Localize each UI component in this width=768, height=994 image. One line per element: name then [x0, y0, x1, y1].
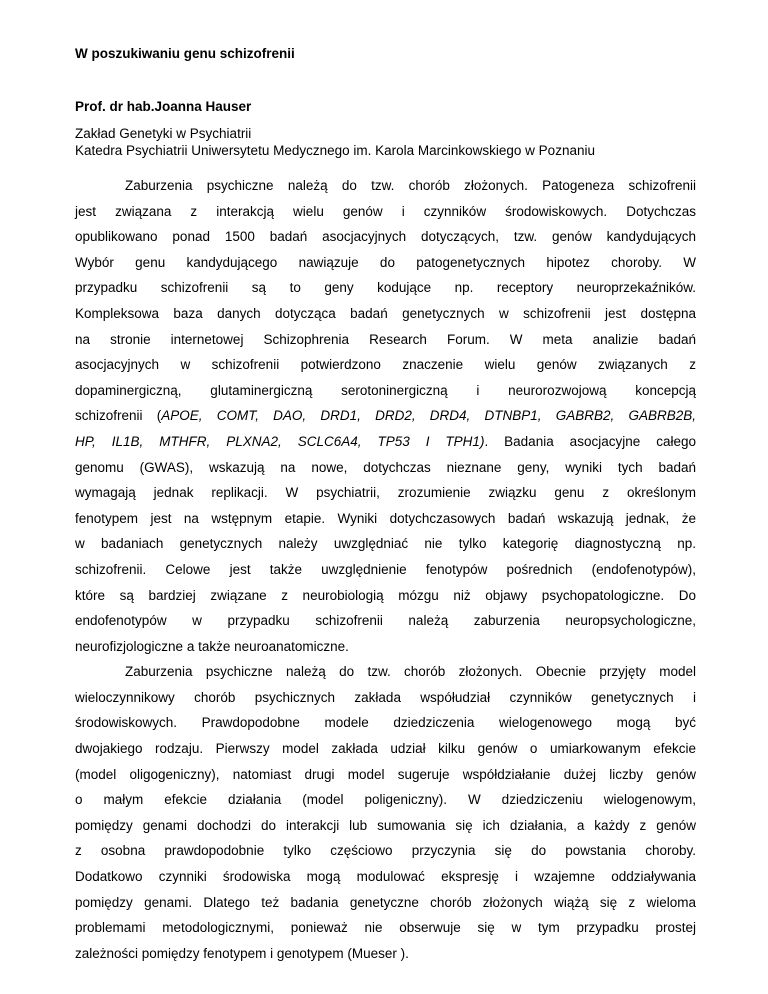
author-name: Prof. dr hab.Joanna Hauser [75, 99, 252, 114]
text-line: Zaburzenia psychiczne należą do tzw. chorób złożonych. Patogeneza schizofrenii [125, 178, 696, 193]
text-line: opublikowano ponad 1500 badań asocjacyjnych dotyczących, tzw. genów kandydujących [75, 229, 696, 245]
text-line: wieloczynnikowy chorób psychicznych zakłada współudział czynników genetycznych i [75, 689, 696, 705]
text-line: w badaniach genetycznych należy uwzględniać nie tylko kategorię diagnostyczną np. [75, 536, 696, 552]
text-line: środowiskowych. Prawdopodobne modele dziedziczenia wielogenowego mogą być [75, 715, 696, 731]
text-line: Dodatkowo czynniki środowiska mogą modulować ekspresję i wzajemne oddziaływania [75, 869, 696, 885]
text-line: o małym efekcie działania (model poligeniczny). W dziedziczeniu wielogenowym, [75, 792, 696, 808]
text-line: fenotypem jest na wstępnym etapie. Wyniki dotychczasowych badań wskazują jednak, że [75, 510, 696, 526]
text-line: genomu (GWAS), wskazują na nowe, dotychczas nieznane geny, wyniki tych badań [75, 459, 696, 475]
gene-list: APOE, COMT, DAO, DRD1, DRD2, DRD4, DTNBP1, GABRB2, GABRB2B, [161, 408, 696, 424]
text-line: Kompleksowa baza danych dotycząca badań genetycznych w schizofrenii jest dostępna [75, 305, 696, 321]
affiliation-department: Zakład Genetyki w Psychiatrii [75, 126, 252, 141]
text-line-genes [75, 429, 696, 455]
text-line-last: zależności pomiędzy fenotypem i genotypem (Mueser ). [75, 945, 409, 961]
affiliation-university: Katedra Psychiatrii Uniwersytetu Medycznego im. Karola Marcinkowskiego w Poznaniu [75, 143, 595, 158]
text-line: (model oligogeniczny), natomiast drugi model sugeruje współdziałanie dużej liczby genów [75, 766, 696, 782]
line-suffix: . Badania asocjacyjne całego [484, 433, 696, 449]
text-line: asocjacyjnych w schizofrenii potwierdzono znaczenie wielu genów związanych z [75, 357, 696, 373]
text-line: pomiędzy genami dochodzi do interakcji lub sumowania się ich działania, a każdy z genów [75, 817, 696, 833]
gene-list: HP, IL1B, MTHFR, PLXNA2, SCLC6A4, TP53 I TPH1) [75, 433, 485, 449]
text-line: na stronie internetowej Schizophrenia Research Forum. W meta analizie badań [75, 331, 696, 347]
paragraph-1 [75, 173, 696, 659]
text-line: Zaburzenia psychiczne należą do tzw. chorób złożonych. Obecnie przyjęty model [125, 664, 696, 680]
text-line: wymagają jednak replikacji. W psychiatrii, zrozumienie związku genu z określonym [75, 485, 696, 501]
text-line: z osobna prawdopodobnie tylko częściowo przyczynia się do powstania choroby. [75, 843, 696, 859]
text-line-last: neurofizjologiczne a także neuroanatomiczne. [75, 638, 349, 654]
text-line: które są bardziej związane z neurobiologią mózgu niż objawy psychopatologiczne. Do [75, 587, 696, 603]
text-line: przypadku schizofrenii są to geny kodujące np. receptory neuroprzekaźników. [75, 280, 696, 296]
text-line: schizofrenii. Celowe jest także uwzględnienie fenotypów pośrednich (endofenotypów), [75, 561, 696, 577]
text-line: problemami metodologicznymi, ponieważ nie obserwuje się w tym przypadku prostej [75, 920, 696, 936]
text-line: Wybór genu kandydującego nawiązuje do patogenetycznych hipotez choroby. W [75, 254, 696, 270]
document-title: W poszukiwaniu genu schizofrenii [75, 46, 295, 61]
line-prefix: schizofrenii ( [75, 408, 162, 424]
text-line: dopaminergiczną, glutaminergiczną serotoninergiczną i neurorozwojową koncepcją [75, 382, 696, 398]
text-line: pomiędzy genami. Dlatego też badania genetyczne chorób złożonych wiążą się z wieloma [75, 894, 696, 910]
text-line: jest związana z interakcją wielu genów i czynników środowiskowych. Dotychczas [75, 203, 696, 219]
text-line: endofenotypów w przypadku schizofrenii należą zaburzenia neuropsychologiczne, [75, 613, 696, 629]
text-line-genes [75, 403, 696, 429]
body-text [75, 173, 696, 966]
paragraph-2 [75, 659, 696, 966]
text-line: dwojakiego rodzaju. Pierwszy model zakłada udział kilku genów o umiarkowanym efekcie [75, 741, 696, 757]
